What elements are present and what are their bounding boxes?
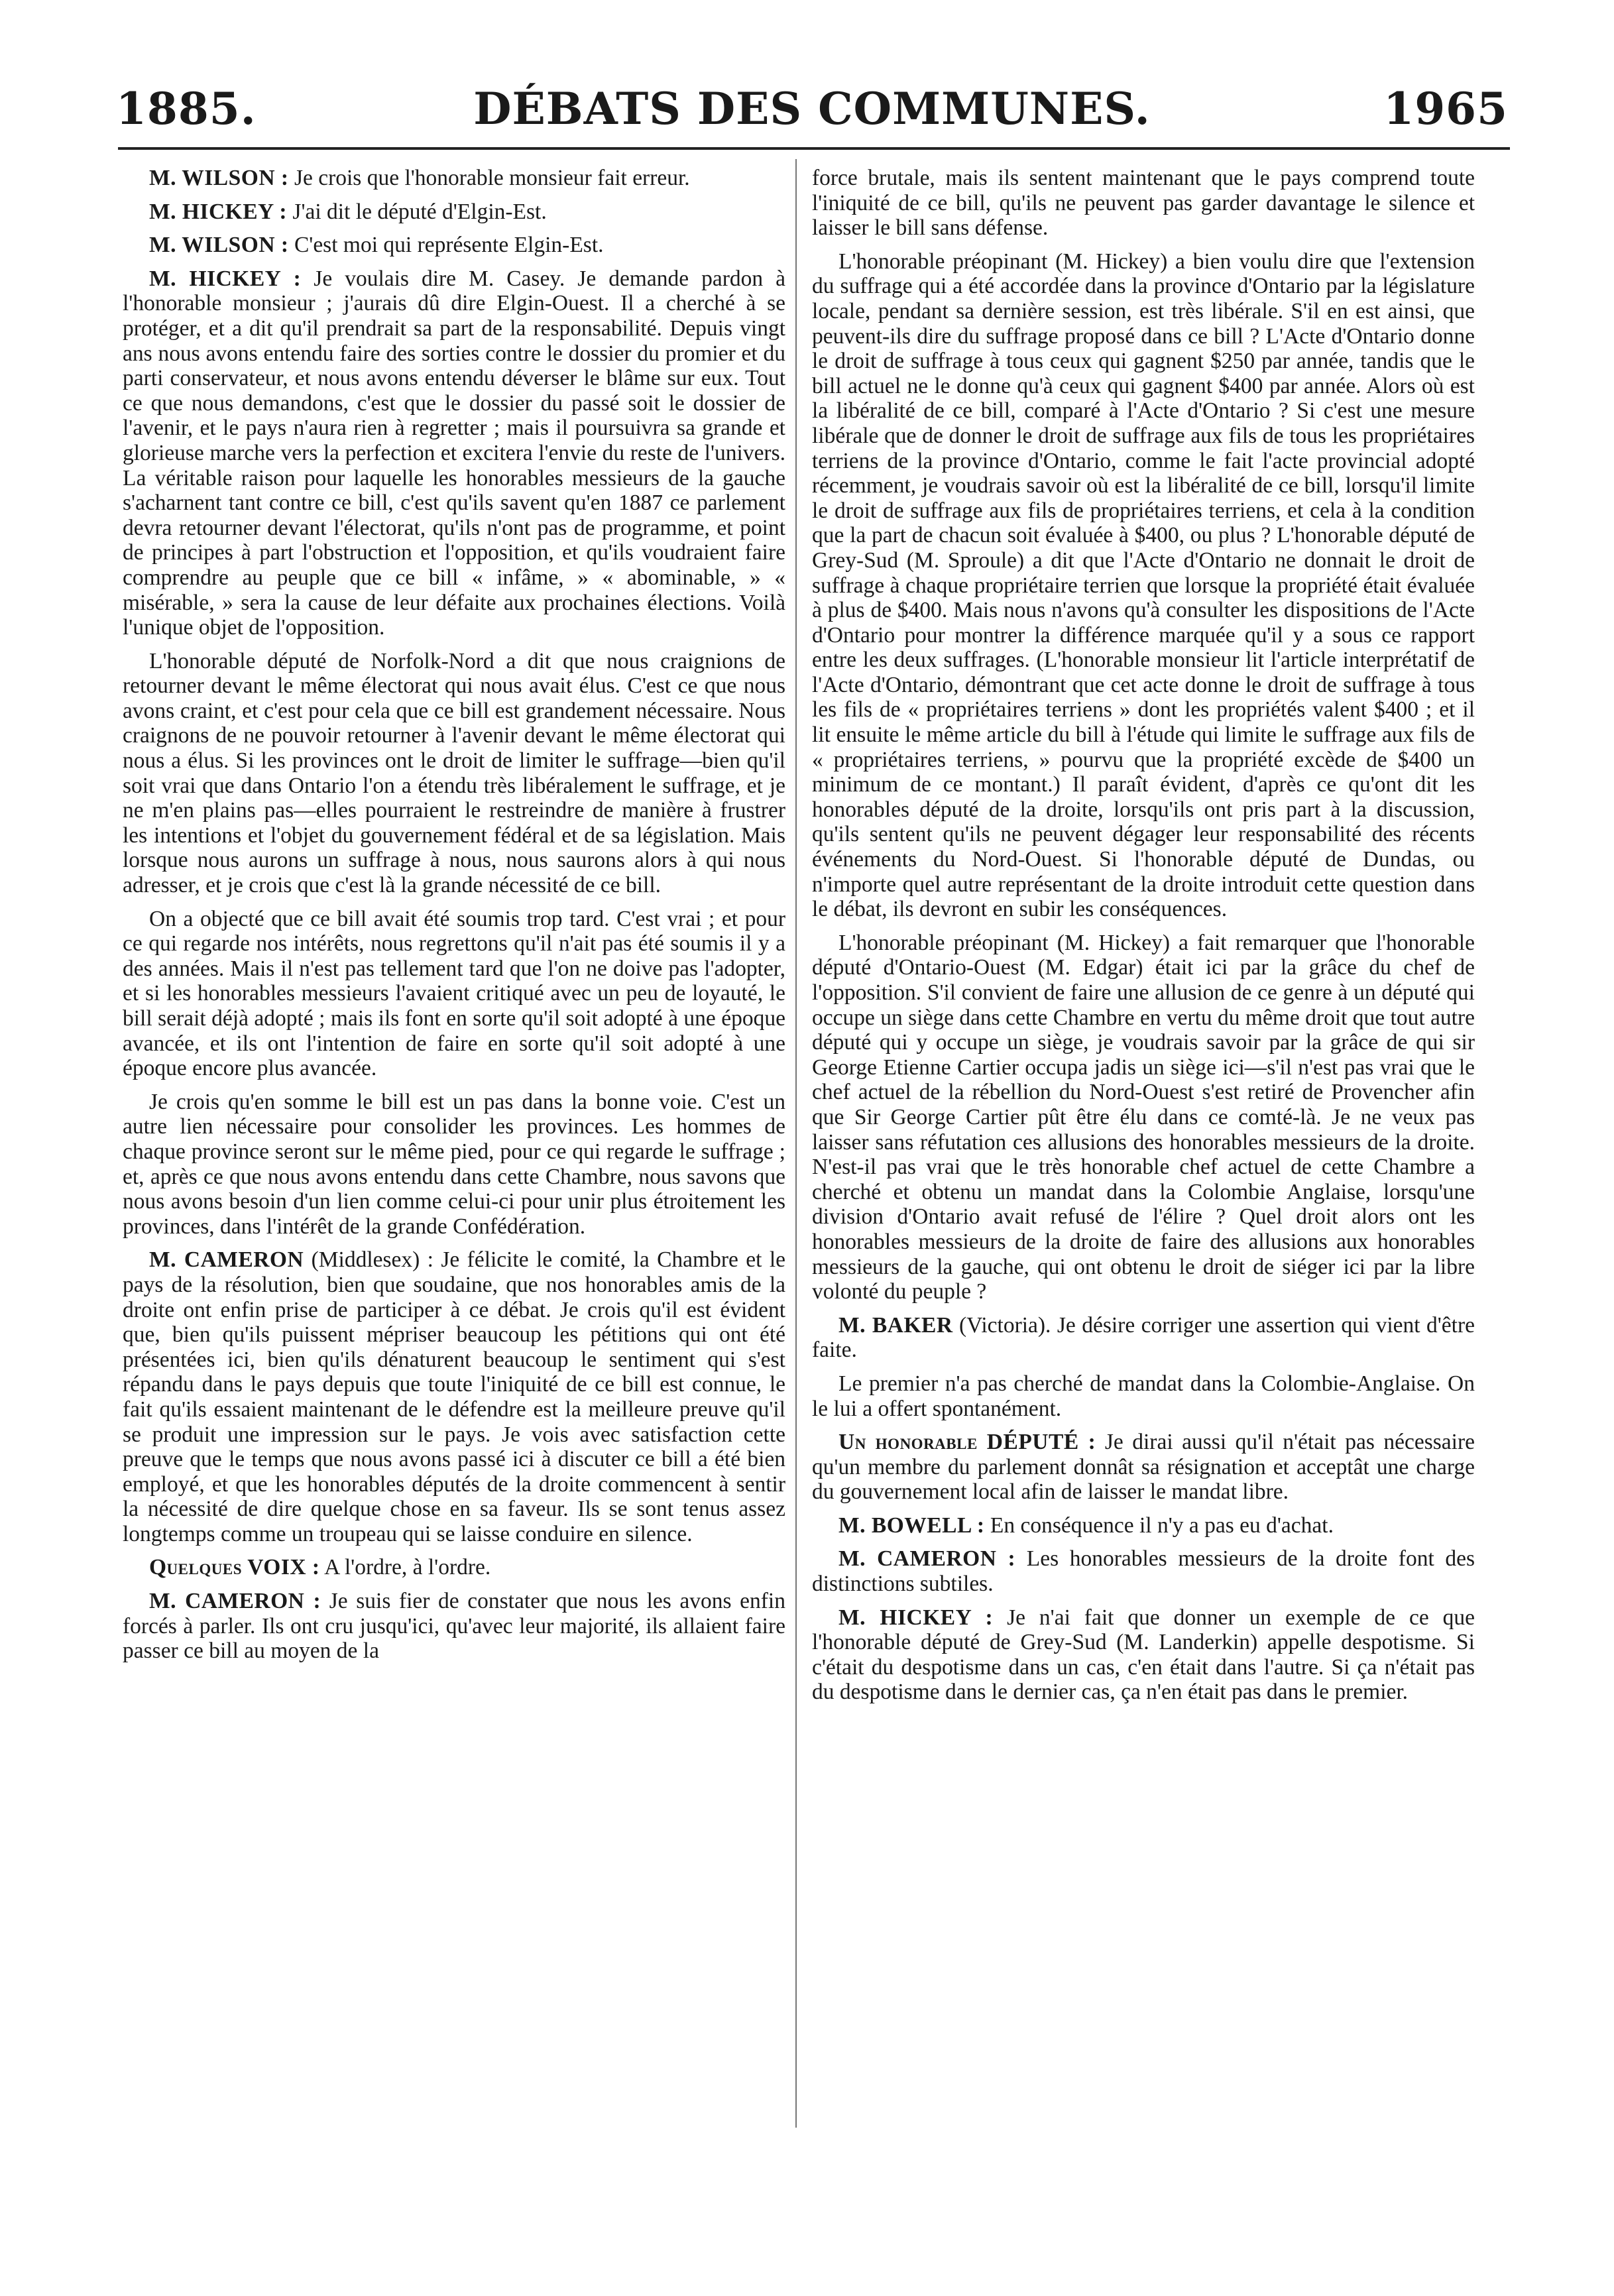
speaker-name: M. CAMERON : [149, 1589, 321, 1614]
speaker-name: Quelques VOIX : [149, 1555, 320, 1580]
paragraph [812, 1371, 1475, 1421]
paragraph-text: L'honorable préopinant (M. Hickey) a fait remarquer que l'honorable député d'Ontario-Ouest (M. Edgar) était ici par la grâce du chef de l'opposition. S'il convient de faire une allusion de ce genre à un député qui occupe un siège dans cette Chambre en vertu du même droit que tout autre député qui y occupe un siège, je voudrais savoir par la grâce de qui sir George Etienne Cartier occupa jadis un siège ici—s'il n'est pas vrai que le chef actuel de la rébellion du Nord-Ouest s'est retiré de Provencher afin que Sir George Cartier pût être élu dans ce comté-là. Je ne veux pas laisser sans réfutation ces allusions des honorables messieurs de la droite. N'est-il pas vrai que le très honorable chef actuel de cette Chambre a cherché et obtenu un mandat dans la Colombie Anglaise, lorsqu'une division d'Ontario avait refusé de l'élire ? Quel droit alors ont les honorables messieurs de la droite de faire des allusions aux honorables messieurs de la gauche, qui ont obtenu le droit de siéger ici par la libre volonté du peuple ? [812, 930, 1475, 1304]
speaker-name: M. BAKER [838, 1312, 953, 1338]
paragraph [123, 649, 785, 898]
paragraph-text: L'honorable préopinant (M. Hickey) a bien voulu dire que l'extension du suffrage qui a été accordée dans la province d'Ontario par la législature locale, pendant sa dernière session, est très libérale. S'il en est ainsi, que peuvent-ils dire du suffrage proposé dans ce bill ? L'Acte d'Ontario donne le droit de suffrage à tous ceux qui gagnent $250 par année, tandis que le bill actuel ne le donne qu'à ceux qui gagnent $400 par année. Alors où est la libéralité de ce bill, comparé à l'Acte d'Ontario ? Si c'est une mesure libérale que de donner le droit de suffrage aux fils de tous les propriétaires terriens de la province d'Ontario, comme le fait l'acte provincial adopté récemment, je voudrais savoir où est la libéralité de ce bill, lorsqu'il limite le droit de suffrage aux fils de propriétaires terriens, et cela à la condition que la part de chacun soit évaluée à $400, ou plus ? L'honorable député de Grey-Sud (M. Sproule) a dit que l'Acte d'Ontario ne donnait le droit de suffrage à chaque propriétaire terrien que lorsque la propriété était évaluée à plus de $400. Mais nous n'avons qu'à consulter les dispositions de l'Acte d'Ontario pour montrer la différence marquée qu'il y a sous ce rapport entre les deux suffrages. (L'honorable monsieur lit l'article interprétatif de l'Acte d'Ontario, démontrant que cet acte donne le droit de suffrage à tous les fils de « propriétaires terriens » dont les propriétés valent $400 ; et il lit ensuite le même article du bill à l'étude qui limite le suffrage aux fils de « propriétaires terriens, » pourvu que la propriété excède de $400 un minimum de ce montant.) Il paraît évident, d'après ce qu'ont dit les honorables député de la droite, lorsqu'ils ont pris part à la discussion, qu'ils sentent qu'ils ne peuvent dégager leur responsabilité des récents événements du Nord-Ouest. Si l'honorable député de Dundas, ou n'importe quel autre représentant de la droite introduit cette question dans le débat, ils devront en subir les conséquences. [812, 249, 1475, 922]
paragraph [812, 1546, 1475, 1596]
paragraph-text: Je dirai aussi qu'il n'était pas nécessaire qu'un membre du parlement donnât sa résignation et acceptât une charge du gouvernement local afin de laisser le mandat libre. [812, 1430, 1475, 1505]
paragraph-text: force brutale, mais ils sentent maintenant que le pays comprend toute l'iniquité de ce bill, qu'ils ne peuvent pas garder davantage le silence et laisser le bill sans défense. [812, 166, 1475, 241]
paragraph-text: (Middlesex) : Je félicite le comité, la Chambre et le pays de la résolution, bien que soudaine, que nos honorables amis de la droite ont enfin prise de participer à ce débat. Je crois qu'il est évident que, bien qu'ils puissent mépriser beaucoup les pétitions qui ont été présentées ici, bien qu'ils dénaturent beaucoup le sentiment qui s'est répandu dans le pays depuis que toute l'iniquité de ce bill est connue, le fait qu'ils essaient maintenant de le défendre est la meilleure preuve qu'il se produit une impression sur le pays. Je vois avec satisfaction cette preuve que le temps que nous avons passé ici à discuter ce bill a été bien employé, et que les honorables députés de la droite commencent à sentir la nécessité de dire quelque chose en sa faveur. Ils se sont tenus assez longtemps comme un troupeau qui se laisse conduire en silence. [123, 1247, 785, 1546]
paragraph [123, 1247, 785, 1546]
speaker-name: M. CAMERON [149, 1247, 304, 1273]
paragraph [123, 166, 785, 191]
header-rule [118, 147, 1510, 150]
speaker-name: M. HICKEY : [149, 199, 288, 224]
speaker-name: M. HICKEY : [149, 266, 302, 291]
paragraph-text: Les honorables messieurs de la droite font des distinctions subtiles. [812, 1546, 1475, 1597]
paragraph-text: Je crois que l'honorable monsieur fait erreur. [294, 166, 690, 190]
paragraph [812, 1605, 1475, 1705]
paragraph-text: J'ai dit le député d'Elgin-Est. [292, 199, 547, 224]
paragraph-text: Le premier n'a pas cherché de mandat dans la Colombie-Anglaise. On le lui a offert spontanément. [812, 1371, 1475, 1421]
speaker-name: M. BOWELL : [838, 1513, 985, 1538]
speaker-name: M. WILSON : [149, 166, 289, 190]
paragraph-text: Je voulais dire M. Casey. Je demande pardon à l'honorable monsieur ; j'aurais dû dire Elgin-Ouest. Il a cherché à se protéger, et a dit qu'il prendrait sa part de la responsabilité. Depuis vingt ans nous avons entendu faire des sorties contre le dossier du promier et du parti conservateur, et nous avons entendu déverser le blâme sur eux. Tout ce que nous demandons, c'est que le dossier du passé soit le dossier de l'avenir, et le pays n'aura rien à regretter ; mais il poursuivra sa grande et glorieuse marche vers la perfection et excitera l'envie du reste de l'univers. La véritable raison pour laquelle les honorables messieurs de la gauche s'acharnent tant contre ce bill, c'est qu'ils savent qu'en 1887 ce parlement devra retourner devant l'électorat, qu'ils n'ont pas de programme, et point de principes à part l'obstruction et l'opposition, et qu'ils voudraient faire comprendre au peuple que ce bill « infâme, » « abominable, » « misérable, » sera la cause de leur défaite aux prochaines élections. Voilà l'unique objet de l'opposition. [123, 266, 785, 640]
header-page-number: 1965 [1383, 83, 1508, 135]
speaker-name: Un honorable DÉPUTÉ : [838, 1430, 1096, 1455]
paragraph [123, 266, 785, 640]
paragraph [812, 1513, 1475, 1538]
right-column [812, 166, 1475, 1713]
paragraph-text: (Victoria). Je désire corriger une assertion qui vient d'être faite. [812, 1312, 1475, 1363]
paragraph-text: A l'ordre, à l'ordre. [324, 1555, 491, 1580]
header-title: DÉBATS DES COMMUNES. [473, 83, 1151, 135]
paragraph [123, 1555, 785, 1580]
paragraph-text: C'est moi qui représente Elgin-Est. [294, 233, 604, 258]
paragraph-text: Je crois qu'en somme le bill est un pas dans la bonne voie. C'est un autre lien nécessaire pour consolider les provinces. Les hommes de chaque province seront sur le même pied, pour ce qui regarde le suffrage ; et, après ce que nous avons entendu dans cette Chambre, nous savons que nous avons besoin d'un lien comme celui-ci pour unir plus étroitement les provinces, dans l'intérêt de la grande Confédération. [123, 1089, 785, 1239]
paragraph-text: Je n'ai fait que donner un exemple de ce que l'honorable député de Grey-Sud (M. Landerkin) appelle despotisme. Si c'était du despotisme dans un cas, c'en était dans l'autre. Si ça n'était pas du despotisme dans le dernier cas, ça n'en était pas dans le premier. [812, 1605, 1475, 1705]
paragraph [123, 907, 785, 1081]
speaker-name: M. CAMERON : [838, 1546, 1016, 1572]
paragraph [812, 1313, 1475, 1363]
paragraph [123, 1589, 785, 1664]
paragraph [812, 1430, 1475, 1505]
paragraph [812, 931, 1475, 1304]
paragraph [123, 233, 785, 258]
header-year: 1885. [116, 83, 257, 135]
speaker-name: M. HICKEY : [838, 1605, 994, 1630]
paragraph [123, 200, 785, 225]
column-divider [795, 159, 797, 2128]
paragraph-text: L'honorable député de Norfolk-Nord a dit que nous craignions de retourner devant le même électorat qui nous avait élus. C'est ce que nous avons craint, et c'est pour cela que ce bill est grandement nécessaire. Nous craignons de ne pouvoir retourner à l'avenir devant le même électorat qui nous a élus. Si les provinces ont le droit de limiter le suffrage—bien qu'il soit vrai que dans Ontario l'on a étendu très libéralement le suffrage, et je ne m'en plains pas—elles pourraient le restreindre de manière à frustrer les intentions et l'objet du gouvernement fédéral et de sa législation. Mais lorsque nous aurons un suffrage à nous, nous saurons alors à qui nous adresser, et je crois que c'est là la grande nécessité de ce bill. [123, 648, 785, 898]
paragraph [812, 166, 1475, 241]
paragraph [123, 1090, 785, 1239]
paragraph [812, 249, 1475, 922]
speaker-name: M. WILSON : [149, 233, 289, 258]
paragraph-text: On a objecté que ce bill avait été soumis trop tard. C'est vrai ; et pour ce qui regarde nos intérêts, nous regrettons qu'il n'ait pas été soumis il y a des années. Mais il n'est pas tellement tard que l'on ne doive pas l'adopter, et si les honorables messieurs l'avaient critiqué avec un peu de loyauté, le bill serait déjà adopté ; mais ils font en sorte qu'il soit adopté à une époque avancée, et ils ont l'intention de faire en sorte qu'il soit adopté à une époque encore plus avancée. [123, 906, 785, 1081]
paragraph-text: En conséquence il n'y a pas eu d'achat. [990, 1513, 1334, 1538]
left-column [123, 166, 785, 1672]
paragraph-text: Je suis fier de constater que nous les avons enfin forcés à parler. Ils ont cru jusqu'ici, qu'avec leur majorité, ils allaient faire passer ce bill au moyen de la [123, 1589, 785, 1664]
page-header [116, 83, 1508, 136]
